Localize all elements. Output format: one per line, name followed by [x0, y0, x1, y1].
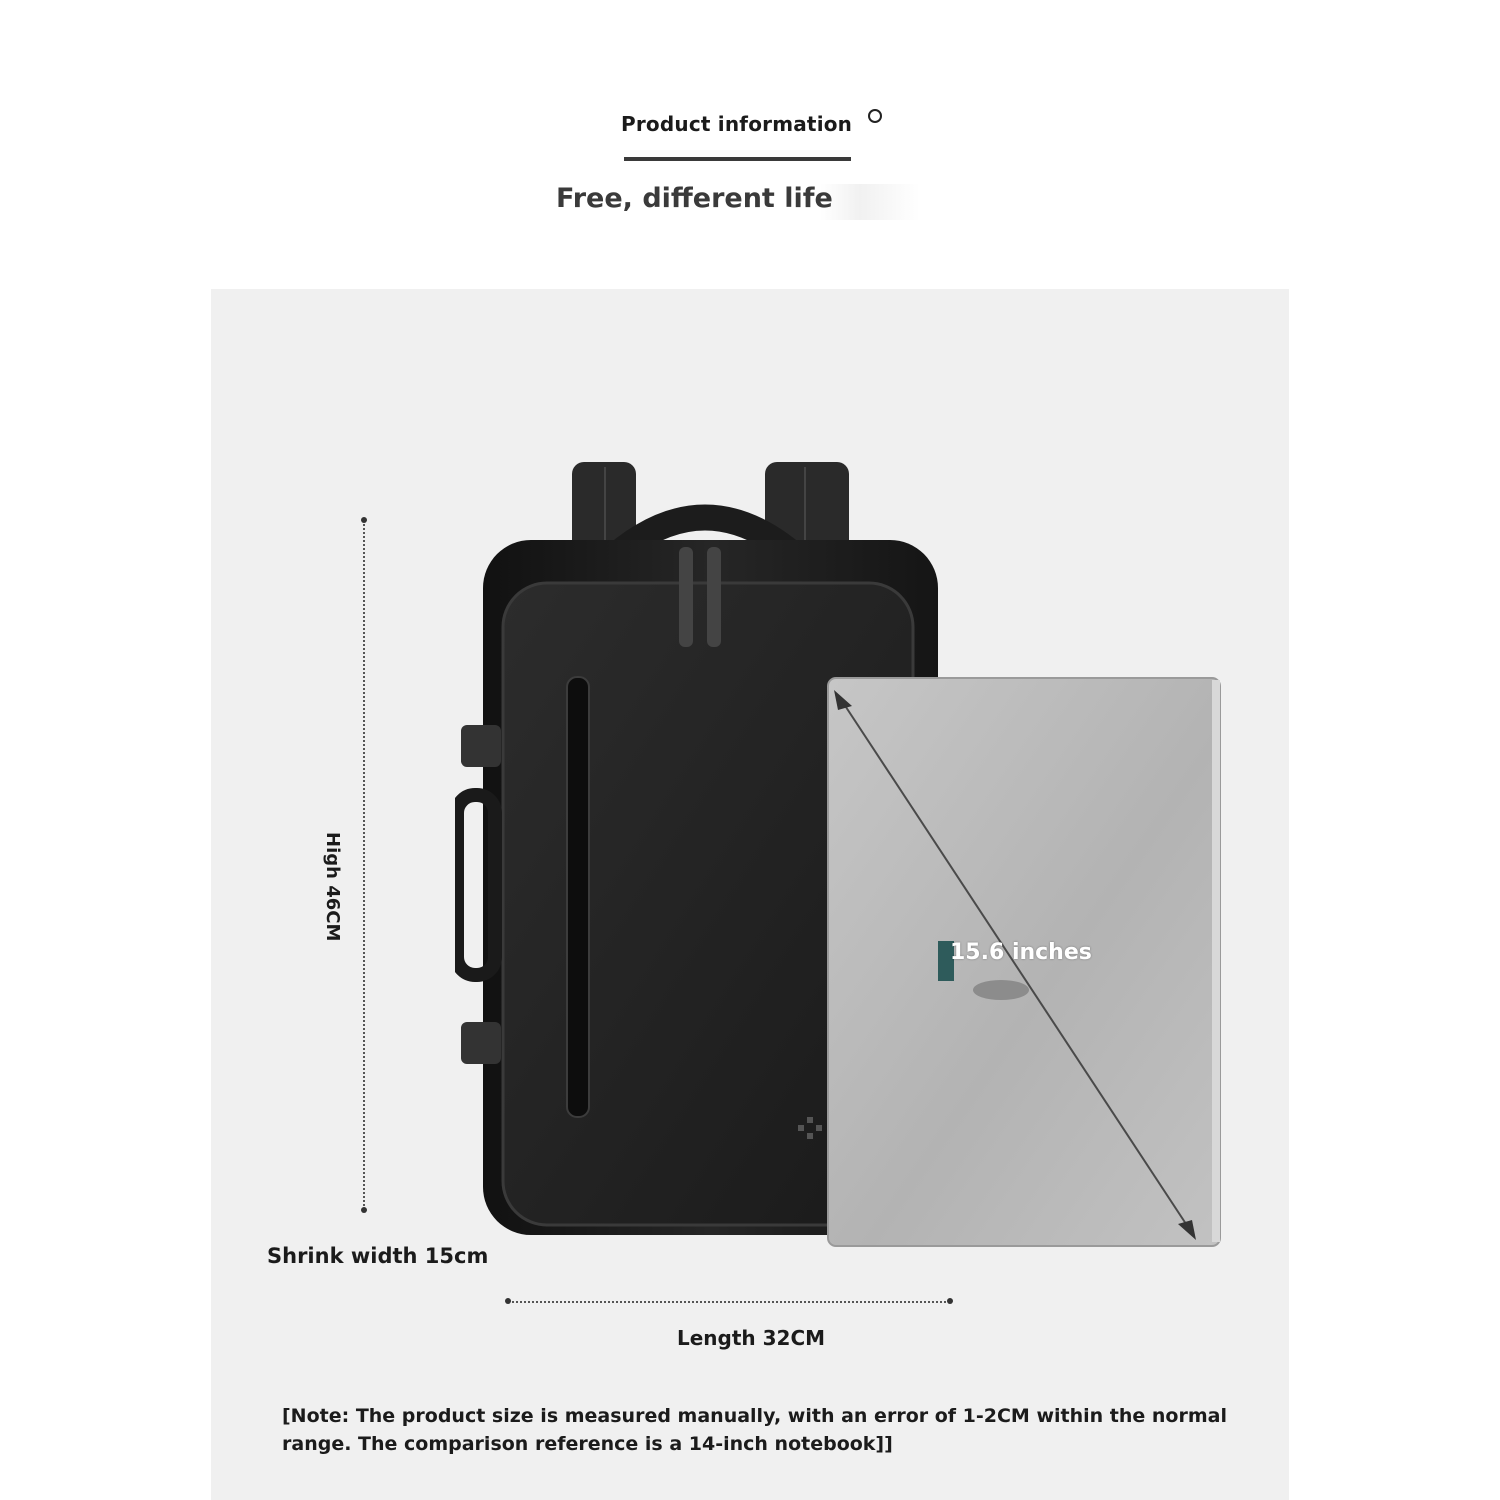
section-title: Product information	[621, 112, 853, 136]
length-label: Length 32CM	[677, 1326, 826, 1350]
dimension-endpoint	[947, 1298, 953, 1304]
tagline: Free, different life	[556, 183, 833, 214]
height-label: High 46CM	[322, 832, 343, 942]
height-dimension-line	[363, 520, 365, 1210]
title-underline	[624, 157, 851, 161]
length-dimension-line	[508, 1301, 950, 1303]
circle-icon	[868, 109, 882, 123]
shrink-width-label: Shrink width 15cm	[267, 1244, 489, 1268]
measurement-note: [Note: The product size is measured manually, with an error of 1-2CM within the normal range. The comparison reference is a 14-inch notebook]]	[282, 1405, 1227, 1455]
tagline-shade	[820, 184, 920, 220]
dimension-endpoint	[361, 1207, 367, 1213]
dimension-endpoint	[505, 1298, 511, 1304]
dimension-endpoint	[361, 517, 367, 523]
laptop-size-label: 15.6 inches	[950, 940, 1092, 965]
